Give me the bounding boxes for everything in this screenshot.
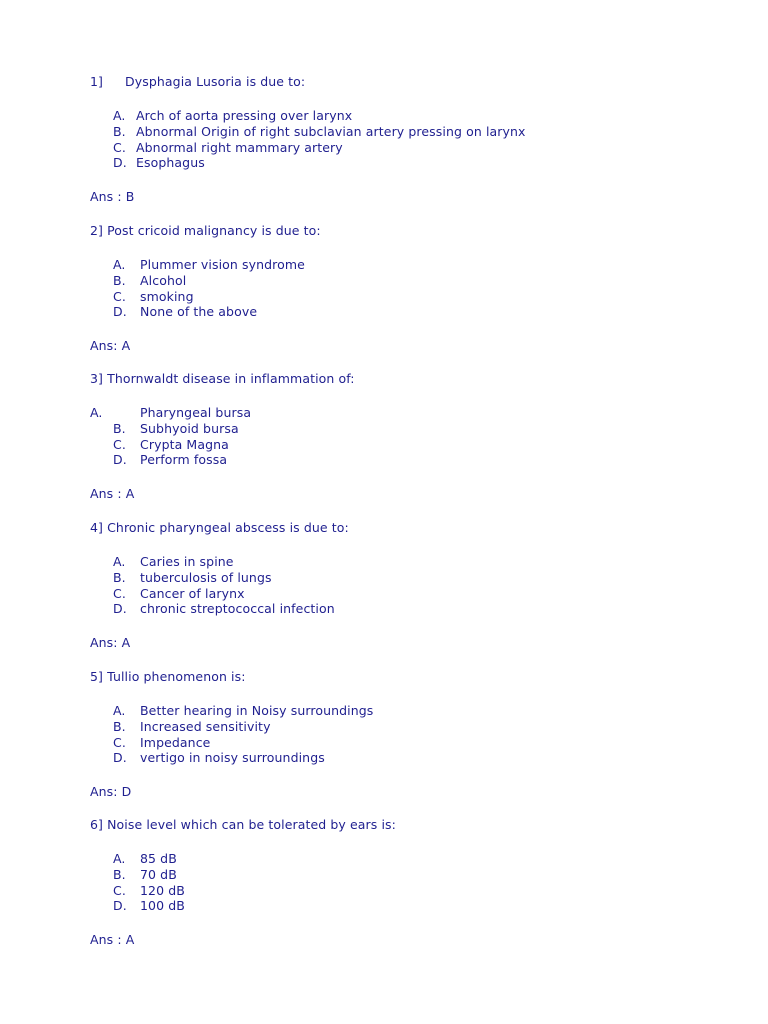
option-list — [90, 405, 730, 468]
option-letter: A. — [113, 554, 126, 569]
answer-line: Ans: D — [90, 784, 132, 800]
option-list — [90, 851, 730, 914]
option-a — [90, 108, 730, 124]
option-d — [90, 898, 730, 914]
option-d — [90, 155, 730, 171]
option-b — [90, 421, 730, 437]
option-letter: B. — [113, 123, 126, 139]
option-text: 120 dB — [140, 882, 185, 898]
answer-line: Ans : A — [90, 486, 135, 502]
option-text: Alcohol — [140, 272, 187, 288]
option-text: Caries in spine — [140, 554, 234, 569]
option-a — [90, 703, 730, 719]
question-text: Thornwaldt disease in inflammation of: — [107, 371, 355, 386]
question-3 — [90, 371, 730, 502]
option-text: tuberculosis of lungs — [140, 569, 272, 585]
question-6 — [90, 817, 730, 948]
option-c — [90, 883, 730, 899]
option-text: Better hearing in Noisy surroundings — [140, 703, 374, 718]
option-letter: D. — [113, 452, 127, 468]
option-text: 70 dB — [140, 866, 177, 882]
question-text: Chronic pharyngeal abscess is due to: — [107, 520, 349, 535]
option-letter: A. — [113, 703, 126, 718]
option-list — [90, 703, 730, 766]
question-number: 1] — [90, 74, 104, 89]
option-text: Arch of aorta pressing over larynx — [136, 108, 353, 123]
option-letter: B. — [113, 272, 126, 288]
option-text: 85 dB — [140, 851, 177, 866]
option-text: Crypta Magna — [140, 436, 229, 452]
question-5-stem — [90, 669, 730, 685]
answer-line: Ans: A — [90, 635, 131, 651]
option-list — [90, 108, 730, 171]
option-letter: A. — [90, 405, 103, 420]
option-d — [90, 304, 730, 320]
option-text: Pharyngeal bursa — [140, 405, 252, 420]
question-number: 3] — [90, 371, 104, 386]
question-1-stem — [90, 74, 730, 90]
question-text: Dysphagia Lusoria is due to: — [125, 74, 306, 89]
question-4 — [90, 520, 730, 651]
option-d — [90, 601, 730, 617]
question-5 — [90, 669, 730, 800]
question-text: Noise level which can be tolerated by ears is: — [107, 817, 396, 832]
option-a — [90, 554, 730, 570]
option-c — [90, 437, 730, 453]
question-2 — [90, 223, 730, 354]
option-b — [90, 867, 730, 883]
option-letter: B. — [113, 718, 126, 734]
option-b — [90, 124, 730, 140]
question-number: 6] — [90, 817, 104, 832]
option-text: Perform fossa — [140, 452, 228, 468]
option-letter: C. — [113, 882, 126, 898]
option-text: Plummer vision syndrome — [140, 257, 305, 272]
option-letter: A. — [113, 108, 126, 123]
option-text: Esophagus — [136, 155, 205, 171]
option-text: Abnormal Origin of right subclavian artery pressing on larynx — [136, 123, 526, 139]
option-list — [90, 257, 730, 320]
option-letter: B. — [113, 420, 126, 436]
option-letter: A. — [113, 257, 126, 272]
option-b — [90, 273, 730, 289]
question-1 — [90, 74, 730, 205]
option-text: 100 dB — [140, 898, 185, 914]
question-4-stem — [90, 520, 730, 536]
option-letter: C. — [113, 734, 126, 750]
option-c — [90, 289, 730, 305]
option-text: smoking — [140, 288, 194, 304]
option-list — [90, 554, 730, 617]
question-3-stem — [90, 371, 730, 387]
question-6-stem — [90, 817, 730, 833]
option-text: Subhyoid bursa — [140, 420, 239, 436]
option-c — [90, 140, 730, 156]
answer-line: Ans: A — [90, 338, 131, 354]
option-text: Increased sensitivity — [140, 718, 271, 734]
option-letter: A. — [113, 851, 126, 866]
option-text: None of the above — [140, 304, 258, 320]
option-a — [90, 257, 730, 273]
option-text: chronic streptococcal infection — [140, 601, 335, 617]
option-letter: D. — [113, 304, 127, 320]
option-letter: C. — [113, 288, 126, 304]
option-b — [90, 719, 730, 735]
option-text: Cancer of larynx — [140, 585, 245, 601]
option-letter: D. — [113, 750, 127, 766]
option-letter: D. — [113, 155, 127, 171]
question-number: 5] — [90, 669, 104, 684]
option-d — [90, 750, 730, 766]
option-letter: C. — [113, 139, 126, 155]
option-a — [90, 851, 730, 867]
question-2-stem — [90, 223, 730, 239]
option-c — [90, 586, 730, 602]
option-letter: B. — [113, 569, 126, 585]
option-letter: C. — [113, 436, 126, 452]
option-text: Impedance — [140, 734, 211, 750]
question-text: Tullio phenomenon is: — [107, 669, 246, 684]
option-c — [90, 735, 730, 751]
question-number: 2] — [90, 223, 104, 238]
option-text: Abnormal right mammary artery — [136, 139, 343, 155]
question-number: 4] — [90, 520, 104, 535]
answer-line: Ans : B — [90, 189, 135, 205]
option-letter: D. — [113, 898, 127, 914]
option-letter: D. — [113, 601, 127, 617]
option-d — [90, 452, 730, 468]
option-letter: C. — [113, 585, 126, 601]
question-text: Post cricoid malignancy is due to: — [107, 223, 321, 238]
option-b — [90, 570, 730, 586]
option-text: vertigo in noisy surroundings — [140, 750, 325, 766]
option-letter: B. — [113, 866, 126, 882]
option-a — [90, 405, 730, 421]
answer-line: Ans : A — [90, 932, 135, 948]
